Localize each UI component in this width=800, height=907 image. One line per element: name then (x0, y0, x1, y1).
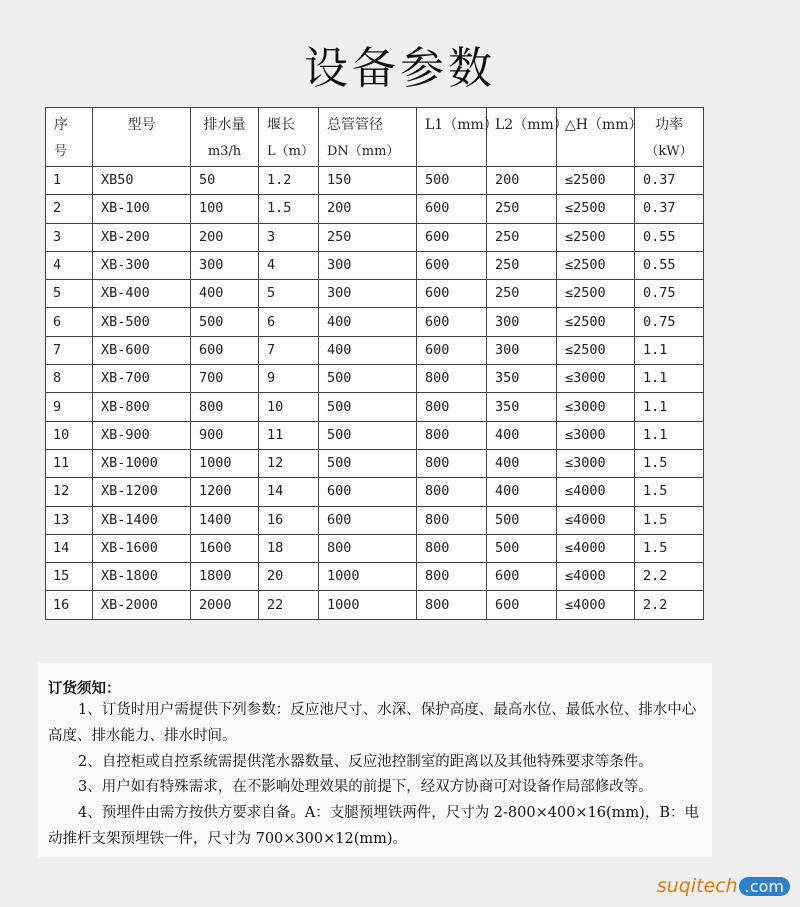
column-header (557, 108, 643, 167)
table-cell: 1 (46, 167, 93, 195)
table-cell: 13 (46, 506, 93, 534)
column-header (46, 108, 93, 167)
table-cell: 600 (191, 336, 259, 364)
table-cell: 16 (46, 591, 93, 619)
table-cell: 900 (191, 421, 259, 449)
column-header (259, 108, 319, 167)
table-cell: 800 (417, 506, 487, 534)
column-header (487, 108, 568, 167)
spec-table (45, 107, 704, 620)
table-cell: 200 (487, 167, 557, 195)
table-cell: 0.75 (635, 308, 704, 336)
page-title: 设备参数 (304, 43, 496, 94)
table-cell: ≤3000 (557, 365, 635, 393)
table-cell: 800 (417, 563, 487, 591)
table-cell: 250 (319, 223, 417, 251)
table-cell: 600 (487, 591, 557, 619)
table-cell: 3 (46, 223, 93, 251)
table-cell: 1.1 (635, 421, 704, 449)
table-row (46, 280, 704, 308)
table-cell: 9 (259, 365, 319, 393)
table-cell: 600 (319, 506, 417, 534)
table-cell: 16 (259, 506, 319, 534)
table-cell: 10 (46, 421, 93, 449)
table-cell: 600 (319, 478, 417, 506)
table-cell: 12 (46, 478, 93, 506)
column-header-unit: DN（mm） (327, 144, 400, 159)
column-header-unit: 号 (54, 144, 68, 159)
table-cell: 9 (46, 393, 93, 421)
table-cell: 600 (417, 251, 487, 279)
table-cell: 600 (417, 336, 487, 364)
table-cell: XB-1000 (93, 449, 191, 477)
column-header-label: 序 (54, 117, 68, 133)
table-cell: 10 (259, 393, 319, 421)
table-row (46, 365, 704, 393)
table-cell: 600 (487, 563, 557, 591)
table-cell: 7 (259, 336, 319, 364)
table-cell: 11 (46, 449, 93, 477)
table-cell: 1.5 (259, 195, 319, 223)
table-row (46, 591, 704, 619)
table-cell: 800 (417, 365, 487, 393)
table-cell: 1000 (319, 591, 417, 619)
table-cell: 14 (46, 534, 93, 562)
table-row (46, 449, 704, 477)
table-cell: 1000 (319, 563, 417, 591)
table-cell: 500 (487, 506, 557, 534)
table-cell: ≤2500 (557, 280, 635, 308)
table-cell: ≤2500 (557, 195, 635, 223)
table-cell: 1.1 (635, 336, 704, 364)
table-cell: XB-1600 (93, 534, 191, 562)
column-header-label: △H（mm） (565, 117, 643, 133)
table-cell: 300 (487, 308, 557, 336)
table-cell: 14 (259, 478, 319, 506)
notice-item-3: 3、用户如有特殊需求，在不影响处理效果的前提下，经双方协商可对设备作局部修改等。 (78, 779, 653, 795)
column-header-unit (93, 139, 190, 165)
table-cell: 500 (417, 167, 487, 195)
table-cell: 500 (319, 365, 417, 393)
column-header (319, 108, 417, 167)
table-cell: 1600 (191, 534, 259, 562)
table-cell: 600 (417, 280, 487, 308)
table-cell: ≤4000 (557, 591, 635, 619)
table-cell: 800 (417, 591, 487, 619)
table-cell: 1200 (191, 478, 259, 506)
column-header-unit: L（m） (267, 144, 314, 159)
table-cell: 500 (319, 393, 417, 421)
table-cell: ≤3000 (557, 421, 635, 449)
table-row (46, 393, 704, 421)
table-row (46, 195, 704, 223)
column-header-label: L1（mm） (425, 117, 498, 133)
table-cell: XB-300 (93, 251, 191, 279)
site-watermark (657, 875, 790, 897)
table-cell: ≤2500 (557, 251, 635, 279)
table-cell: XB-1400 (93, 506, 191, 534)
column-header-label: L2（mm） (495, 117, 568, 133)
notice-item-1: 1、订货时用户需提供下列参数：反应池尺寸、水深、保护高度、最高水位、最低水位、排水中心高度、排水能力、排水时间。 (48, 702, 697, 744)
table-cell: 1.5 (635, 534, 704, 562)
column-header-unit: （kW） (645, 144, 693, 159)
table-cell: 1.5 (635, 506, 704, 534)
watermark-suffix: .com (739, 877, 790, 896)
table-cell: 150 (319, 167, 417, 195)
column-header (417, 108, 498, 167)
table-cell: 800 (191, 393, 259, 421)
table-cell: 2 (46, 195, 93, 223)
notice-item-2: 2、自控柜或自控系统需提供滗水器数量、反应池控制室的距离以及其他特殊要求等条件。 (78, 754, 653, 770)
table-cell: 1400 (191, 506, 259, 534)
table-cell: 18 (259, 534, 319, 562)
table-cell: 0.55 (635, 223, 704, 251)
table-cell: 400 (191, 280, 259, 308)
table-cell: ≤3000 (557, 449, 635, 477)
column-header-unit (565, 139, 634, 165)
table-cell: 500 (319, 449, 417, 477)
column-header-label: 总管管径 (327, 117, 383, 133)
column-header-unit (425, 139, 486, 165)
table-cell: XB-900 (93, 421, 191, 449)
notice-title: 订货须知： (48, 680, 121, 697)
table-cell: 400 (319, 336, 417, 364)
table-cell: 0.37 (635, 195, 704, 223)
table-cell: 4 (259, 251, 319, 279)
table-cell: 500 (191, 308, 259, 336)
table-cell: ≤2500 (557, 223, 635, 251)
table-cell: 200 (191, 223, 259, 251)
table-cell: 1.1 (635, 393, 704, 421)
table-row (46, 563, 704, 591)
table-cell: 350 (487, 365, 557, 393)
table-cell: 400 (487, 421, 557, 449)
table-cell: 800 (417, 393, 487, 421)
table-cell: ≤2500 (557, 336, 635, 364)
table-cell: 15 (46, 563, 93, 591)
watermark-main: suqitech (656, 875, 738, 897)
table-cell: XB-800 (93, 393, 191, 421)
table-cell: ≤4000 (557, 563, 635, 591)
column-header-label: 堰长 (267, 117, 295, 133)
table-cell: 600 (417, 223, 487, 251)
table-cell: 1.5 (635, 449, 704, 477)
column-header-label: 功率 (655, 117, 683, 133)
table-row (46, 336, 704, 364)
table-row (46, 506, 704, 534)
table-cell: 250 (487, 280, 557, 308)
column-header (191, 108, 259, 167)
table-cell: XB-2000 (93, 591, 191, 619)
table-cell: 1.2 (259, 167, 319, 195)
table-cell: 8 (46, 365, 93, 393)
table-cell: XB-600 (93, 336, 191, 364)
table-cell: 500 (487, 534, 557, 562)
table-cell: XB-1800 (93, 563, 191, 591)
table-cell: 1.1 (635, 365, 704, 393)
table-cell: 300 (319, 280, 417, 308)
table-cell: 3 (259, 223, 319, 251)
table-cell: 700 (191, 365, 259, 393)
table-cell: 2.2 (635, 591, 704, 619)
table-cell: XB-400 (93, 280, 191, 308)
table-cell: 800 (417, 478, 487, 506)
table-cell: ≤4000 (557, 534, 635, 562)
table-cell: 800 (319, 534, 417, 562)
table-cell: 500 (319, 421, 417, 449)
table-cell: 0.37 (635, 167, 704, 195)
column-header (635, 108, 704, 167)
table-row (46, 251, 704, 279)
table-cell: 4 (46, 251, 93, 279)
table-cell: 12 (259, 449, 319, 477)
table-row (46, 534, 704, 562)
column-header-unit (495, 139, 556, 165)
table-cell: 800 (417, 534, 487, 562)
column-header-label: 型号 (127, 117, 156, 133)
table-row (46, 478, 704, 506)
table-header (46, 108, 704, 167)
table-body (46, 167, 704, 620)
table-cell: 600 (417, 195, 487, 223)
table-row (46, 223, 704, 251)
table-cell: 50 (191, 167, 259, 195)
table-cell: ≤4000 (557, 506, 635, 534)
table-cell: 300 (319, 251, 417, 279)
column-header (93, 108, 191, 167)
table-cell: 250 (487, 251, 557, 279)
table-cell: 100 (191, 195, 259, 223)
table-cell: 6 (46, 308, 93, 336)
table-cell: 400 (319, 308, 417, 336)
table-cell: XB-700 (93, 365, 191, 393)
table-cell: 400 (487, 478, 557, 506)
table-cell: XB50 (93, 167, 191, 195)
table-cell: 2000 (191, 591, 259, 619)
table-cell: 250 (487, 195, 557, 223)
order-notice (38, 663, 712, 857)
notice-item-4: 4、预埋件由需方按供方要求自备。A：支腿预埋铁两件，尺寸为 2-800×400×16(mm)，B：电动推杆支架预埋铁一件，尺寸为 700×300×12(mm)。 (48, 805, 699, 847)
table-cell: 300 (191, 251, 259, 279)
table-row (46, 167, 704, 195)
column-header-label: 排水量 (203, 117, 246, 133)
table-cell: 0.55 (635, 251, 704, 279)
table-cell: 1800 (191, 563, 259, 591)
column-header-unit: m3/h (207, 144, 242, 159)
table-cell: 1000 (191, 449, 259, 477)
table-cell: 1.5 (635, 478, 704, 506)
table-cell: 11 (259, 421, 319, 449)
table-cell: 7 (46, 336, 93, 364)
table-cell: 250 (487, 223, 557, 251)
table-cell: 200 (319, 195, 417, 223)
table-cell: 6 (259, 308, 319, 336)
table-cell: 800 (417, 449, 487, 477)
table-cell: XB-100 (93, 195, 191, 223)
table-cell: XB-500 (93, 308, 191, 336)
table-cell: ≤3000 (557, 393, 635, 421)
table-cell: XB-200 (93, 223, 191, 251)
table-row (46, 308, 704, 336)
table-cell: 5 (46, 280, 93, 308)
table-cell: 22 (259, 591, 319, 619)
table-cell: 800 (417, 421, 487, 449)
table-cell: ≤2500 (557, 167, 635, 195)
table-cell: 300 (487, 336, 557, 364)
table-cell: 350 (487, 393, 557, 421)
table-cell: 400 (487, 449, 557, 477)
table-cell: 2.2 (635, 563, 704, 591)
header-row (46, 108, 704, 167)
table-row (46, 421, 704, 449)
table-cell: ≤2500 (557, 308, 635, 336)
table-cell: 20 (259, 563, 319, 591)
table-cell: ≤4000 (557, 478, 635, 506)
table-cell: XB-1200 (93, 478, 191, 506)
table-cell: 0.75 (635, 280, 704, 308)
table-cell: 600 (417, 308, 487, 336)
table-cell: 5 (259, 280, 319, 308)
